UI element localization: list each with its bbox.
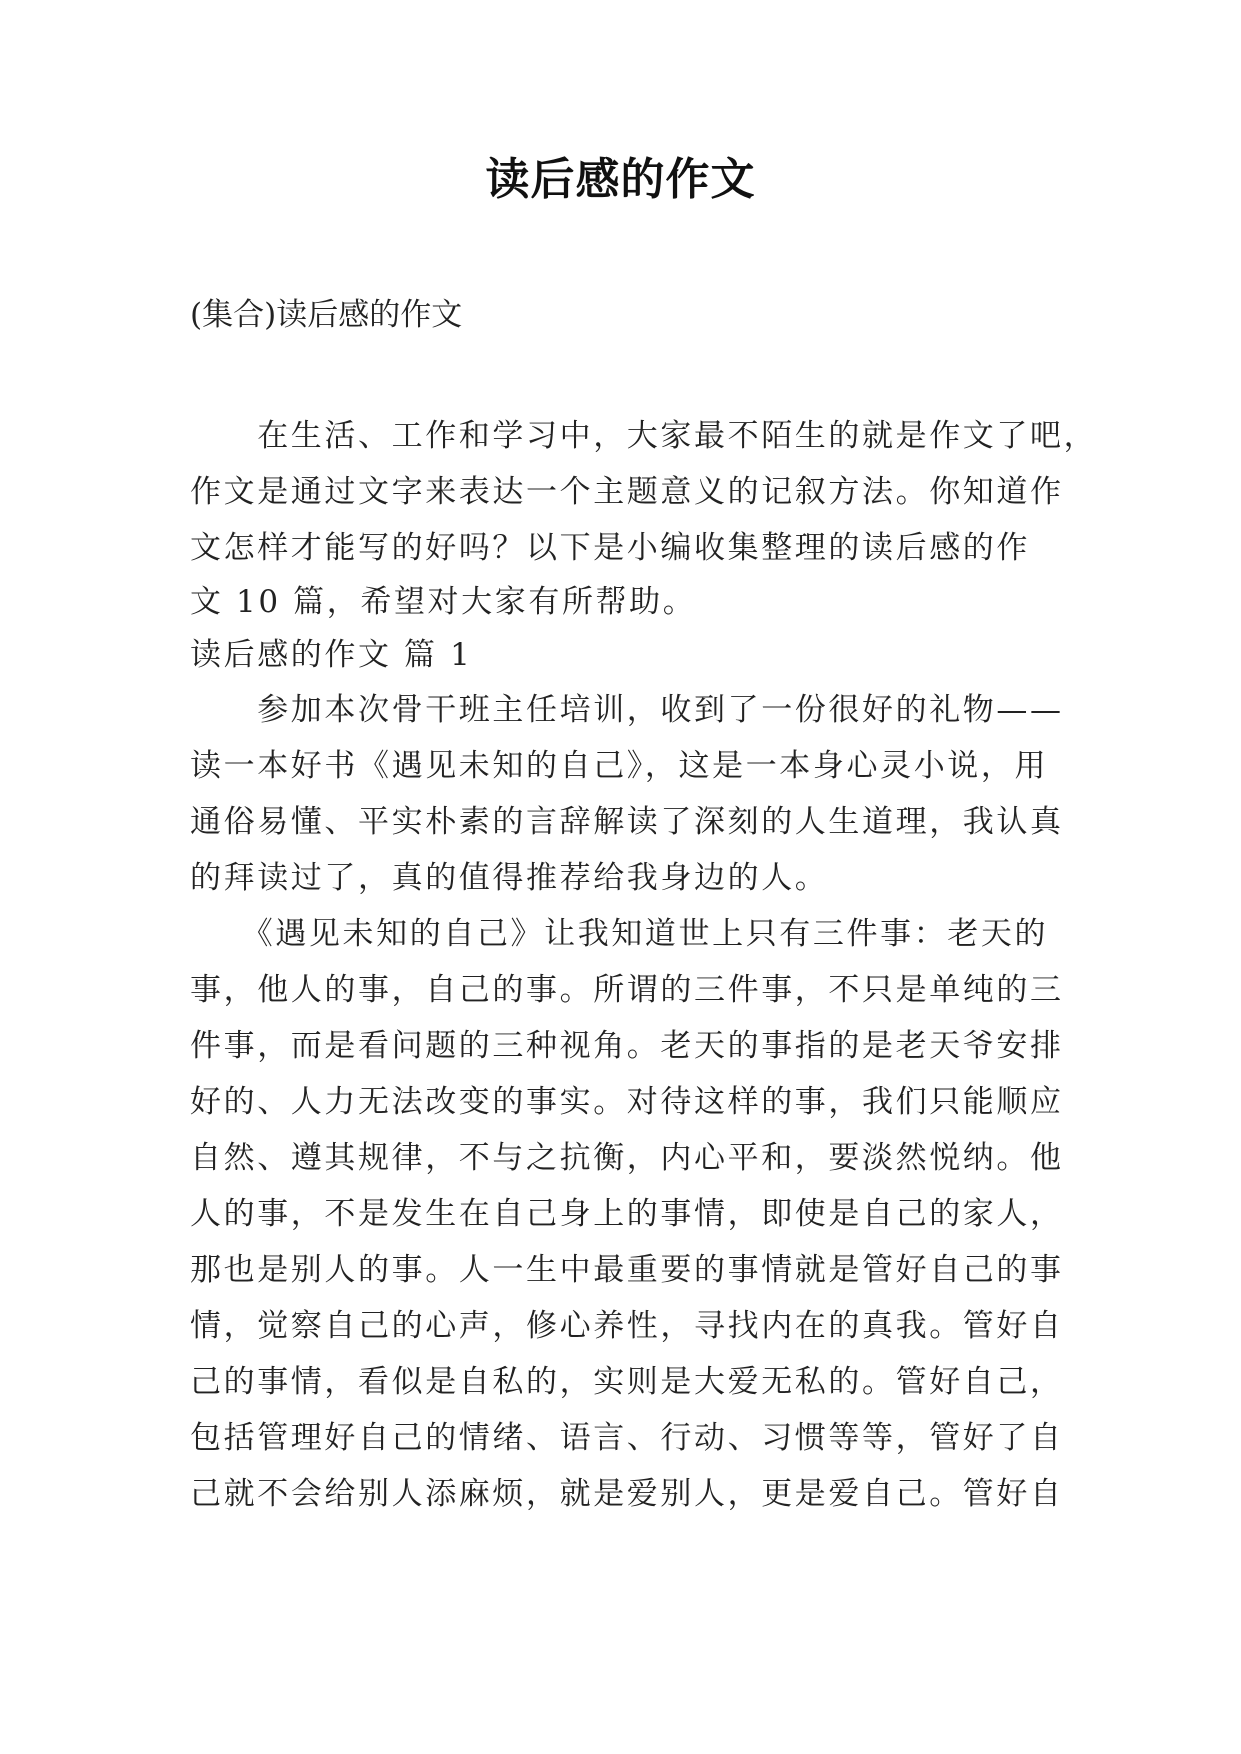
document-title: 读后感的作文 [485,154,756,205]
body-line: 事，他人的事，自己的事。所谓的三件事，不只是单纯的三 [190,972,1064,1008]
body-line: 的拜读过了，真的值得推荐给我身边的人。 [190,860,829,896]
body-line: 参加本次骨干班主任培训，收到了一份很好的礼物—— [190,692,1064,728]
body-line: 作文是通过文字来表达一个主题意义的记叙方法。你知道作 [190,474,1064,510]
body-line: 《遇见未知的自己》让我知道世上只有三件事：老天的 [190,916,1049,952]
body-line: 读一本好书《遇见未知的自己》，这是一本身心灵小说，用 [190,748,1049,784]
body-line: 文怎样才能写的好吗？以下是小编收集整理的读后感的作 [190,530,1030,566]
section-heading: 读后感的作文 篇 1 [190,637,473,673]
body-line: 情，觉察自己的心声，修心养性，寻找内在的真我。管好自 [190,1308,1064,1344]
body-line: 人的事，不是发生在自己身上的事情，即使是自己的家人， [190,1196,1064,1232]
body-line: 在生活、工作和学习中，大家最不陌生的就是作文了吧， [190,418,1098,454]
body-line: 自然、遵其规律，不与之抗衡，内心平和，要淡然悦纳。他 [190,1140,1064,1176]
body-line: 通俗易懂、平实朴素的言辞解读了深刻的人生道理，我认真 [190,804,1064,840]
body-line: 好的、人力无法改变的事实。对待这样的事，我们只能顺应 [190,1084,1064,1120]
body-line: 文 10 篇，希望对大家有所帮助。 [190,584,697,620]
body-line: 那也是别人的事。人一生中最重要的事情就是管好自己的事 [190,1252,1064,1288]
body-line: 己的事情，看似是自私的，实则是大爱无私的。管好自己， [190,1364,1064,1400]
body-line: 包括管理好自己的情绪、语言、行动、习惯等等，管好了自 [190,1420,1064,1456]
body-line: 己就不会给别人添麻烦，就是爱别人，更是爱自己。管好自 [190,1476,1064,1512]
document-body [190,408,1098,1522]
document-subtitle: (集合)读后感的作文 [190,297,463,333]
body-line: 件事，而是看问题的三种视角。老天的事指的是老天爷安排 [190,1028,1064,1064]
